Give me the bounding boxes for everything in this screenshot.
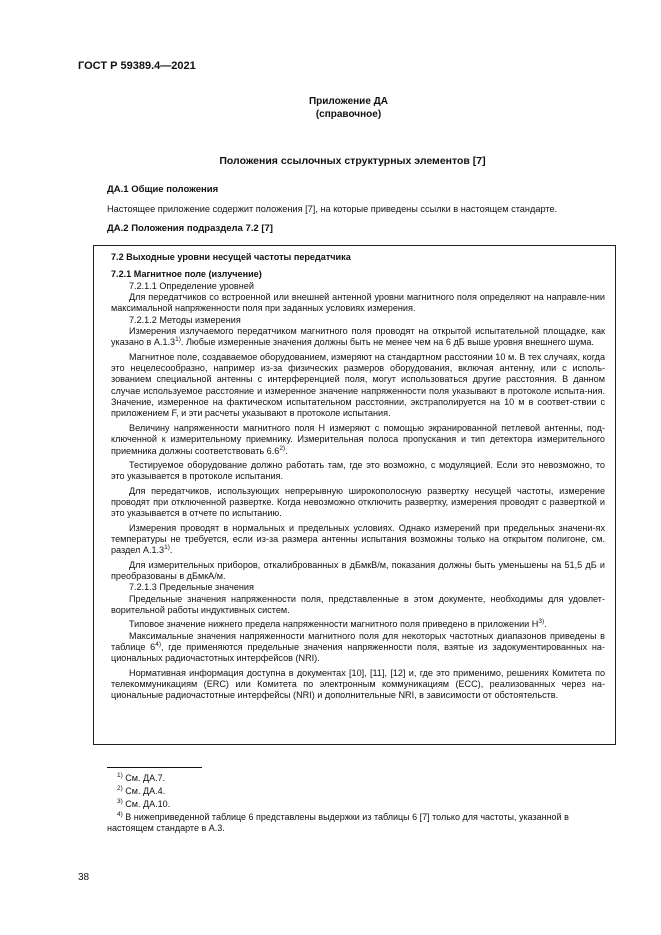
heading-7-2-1: 7.2.1 Магнитное поле (излучение) bbox=[111, 269, 262, 280]
paragraph: Максимальные значения напряженности магнитного поля для некоторых частотных диапазонов приведены в таблице 6$^{4)}$, где применяются предельные значения напряженности поля, взятые из задокументированных на-циональных радиочастотных интерфейсов (NRI). bbox=[111, 630, 605, 664]
paragraph: Тестируемое оборудование должно работать там, где это возможно, с модуляцией. Если это невозможно, то это указывается в протоколе испытания. bbox=[111, 459, 605, 482]
footnote-ref: 1) bbox=[175, 336, 181, 344]
quoted-provisions-frame bbox=[93, 245, 616, 745]
paragraph: Для передатчиков, использующих непрерывную широкополосную развертку несущей частоты, измерение проводят при отключенной развертке. Когда невозможно отключить развертку, измерения проводят с разверткой и это указывается в отчете по испытанию. bbox=[111, 485, 605, 519]
footnote-ref: 3) bbox=[538, 618, 545, 626]
paragraph: Типовое значение нижнего предела напряженности магнитного поля приведено в приложении $H^{3)}$. bbox=[129, 618, 547, 630]
footnote-ref: 2) bbox=[279, 444, 286, 452]
footnote-ref: 4) bbox=[155, 640, 162, 648]
annex-subtitle: (справочное) bbox=[315, 109, 382, 120]
footnote-2: $^{2)}$ См. ДА.4. bbox=[117, 785, 166, 796]
standard-header: ГОСТ Р 59389.4—2021 bbox=[78, 60, 196, 72]
footnote-4: $^{4)}$ В нижеприведенной таблице 6 представлены выдержки из таблицы 6 [7] только для частоты, указанной в настоящем стандарте в А.3. bbox=[107, 811, 569, 833]
annex-title: Приложение ДА bbox=[308, 96, 389, 107]
section-heading-da2: ДА.2 Положения подраздела 7.2 [7] bbox=[107, 223, 273, 234]
footnote-separator bbox=[107, 767, 202, 768]
footnote-3: $^{3)}$ См. ДА.10. bbox=[117, 798, 171, 809]
annex-heading bbox=[18, 95, 661, 121]
paragraph: Для передатчиков со встроенной или внешней антенной уровни магнитного поля определяют на направле-нии максимальной напряженности поля при заданных условиях измерения. bbox=[111, 292, 605, 314]
section-da1-text: Настоящее приложение содержит положения [7], на которые приведены ссылки в настоящем стандарте. bbox=[107, 204, 558, 214]
section-heading-da1: ДА.1 Общие положения bbox=[107, 184, 219, 195]
heading-7-2-1-1: 7.2.1.1 Определение уровней bbox=[129, 280, 254, 291]
paragraph: Величину напряженности магнитного поля H измеряют с помощью экранированной петлевой антенны, под-ключенной к измерительному приемнику. Измерительная полоса пропускания и тип детектора измерительного приемника должны соответствовать 6.6$^{2)}$. bbox=[111, 422, 605, 456]
paragraph: Измерения проводят в нормальных и предельных условиях. Однако измерений при предельных значени-ях температуры не требуется, если из-за размера антенны испытания возможны только на открытом полигоне, см. раздел А.1.3$^{1)}$. bbox=[111, 522, 605, 556]
heading-7-2: 7.2 Выходные уровни несущей частоты передатчика bbox=[111, 252, 351, 262]
heading-7-2-1-2: 7.2.1.2 Методы измерения bbox=[129, 314, 241, 325]
annex-main-title: Положения ссылочных структурных элементов [7] bbox=[219, 155, 486, 167]
paragraph: Магнитное поле, создаваемое оборудованием, измеряют на стандартном расстоянии 10 м. В тех случаях, когда это нецелесообразно, например из-за физических размеров оборудования, включая антенну, или с исполь-зованием специальной антенны с интерференцией поля, могут использоваться другие расстояния. В данном случае используемое расстояние и измеренное значение напряженности поля указывают в протоколе испыта-ния. Значение, измеренное на фактическом испытательном расстоянии, экстраполируется на 10 м в соответ-ствии с приложением F, и эти расчеты указывают в протоколе испытания. bbox=[111, 351, 605, 419]
paragraph: Измерения излучаемого передатчиком магнитного поля проводят на открытой испытательной площадке, как указано в А.1.3$^{1)}$. Любые измеренные значения должны быть не менее чем на 6 дБ выше уровня внешнего шума. bbox=[111, 326, 605, 348]
quoted-provisions-content bbox=[111, 252, 605, 702]
footnote-ref: 1) bbox=[164, 544, 170, 552]
page-number: 38 bbox=[78, 872, 90, 883]
heading-7-2-1-3: 7.2.1.3 Предельные значения bbox=[129, 582, 254, 593]
paragraph: Для измерительных приборов, откалиброванных в дБмкВ/м, показания должны быть уменьшены на 51,5 дБ и преобразованы в дБмкА/м. bbox=[111, 559, 605, 581]
footnote-1: $^{1)}$ См. ДА.7. bbox=[117, 772, 166, 783]
paragraph: Нормативная информация доступна в документах [10], [11], [12] и, где это применимо, решениях Комитета по телекоммуникациям (ERC) или Комитета по электронным коммуникациям (ECC), реализованных через на-циональные радиочастотные интерфейсы (NRI) и дополнительные NRI, в зависимости от обстоятельств. bbox=[111, 667, 605, 701]
paragraph: Предельные значения напряженности поля, представленные в этом документе, необходимы для удовлет-ворительной работы индуктивных систем. bbox=[111, 593, 605, 615]
